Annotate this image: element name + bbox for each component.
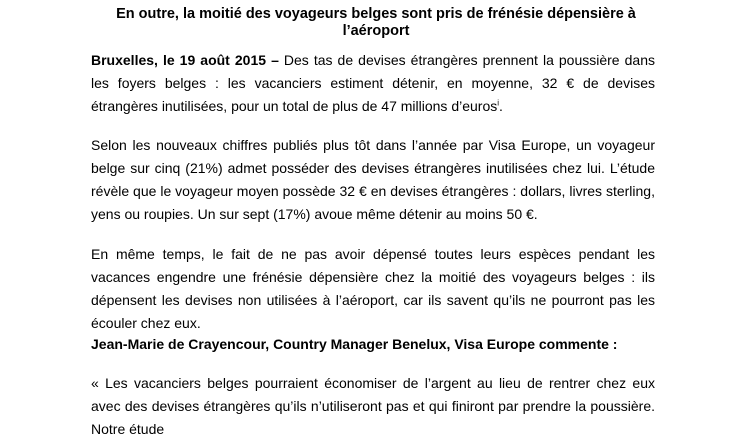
quote-attribution: Jean-Marie de Crayencour, Country Manager Benelux, Visa Europe commente : (91, 336, 618, 352)
paragraph-intro-end: . (499, 98, 503, 114)
footnote-reference[interactable]: i (497, 98, 500, 108)
paragraph-airport-spending: En même temps, le fait de ne pas avoir dépensé toutes leurs espèces pendant les vacances engendre une frénésie dépensière chez la moitié des voyageurs belges : ils dépensent les devises non utilisées à l’aéroport, car ils savent qu’ils ne pourront pas les écouler chez eux. (91, 246, 655, 331)
document-subtitle: En outre, la moitié des voyageurs belges sont pris de frénésie dépensière à l’aéroport (116, 6, 636, 39)
paragraph-intro-text: Des tas de devises étrangères prennent la poussière dans les foyers belges : les vacanciers estiment détenir, en moyenne, 32 € de devises étrangères inutilisées, pour un total de plus de 47 millions d’euros (91, 52, 655, 114)
dateline: Bruxelles, le 19 août 2015 – (91, 52, 279, 68)
paragraph-quote: « Les vacanciers belges pourraient économiser de l’argent au lieu de rentrer chez eux avec des devises étrangères qu’ils n’utiliseront pas et qui finiront par prendre la poussière. Notre étude (91, 375, 655, 437)
paragraph-intro (91, 49, 655, 118)
paragraph-survey-findings: Selon les nouveaux chiffres publiés plus tôt dans l’année par Visa Europe, un voyageur belge sur cinq (21%) admet posséder des devises étrangères inutilisées chez lui. L’étude révèle que le voyageur moyen possède 32 € en devises étrangères : dollars, livres sterling, yens ou roupies. Un sur sept (17%) avoue même détenir au moins 50 €. (91, 137, 655, 222)
